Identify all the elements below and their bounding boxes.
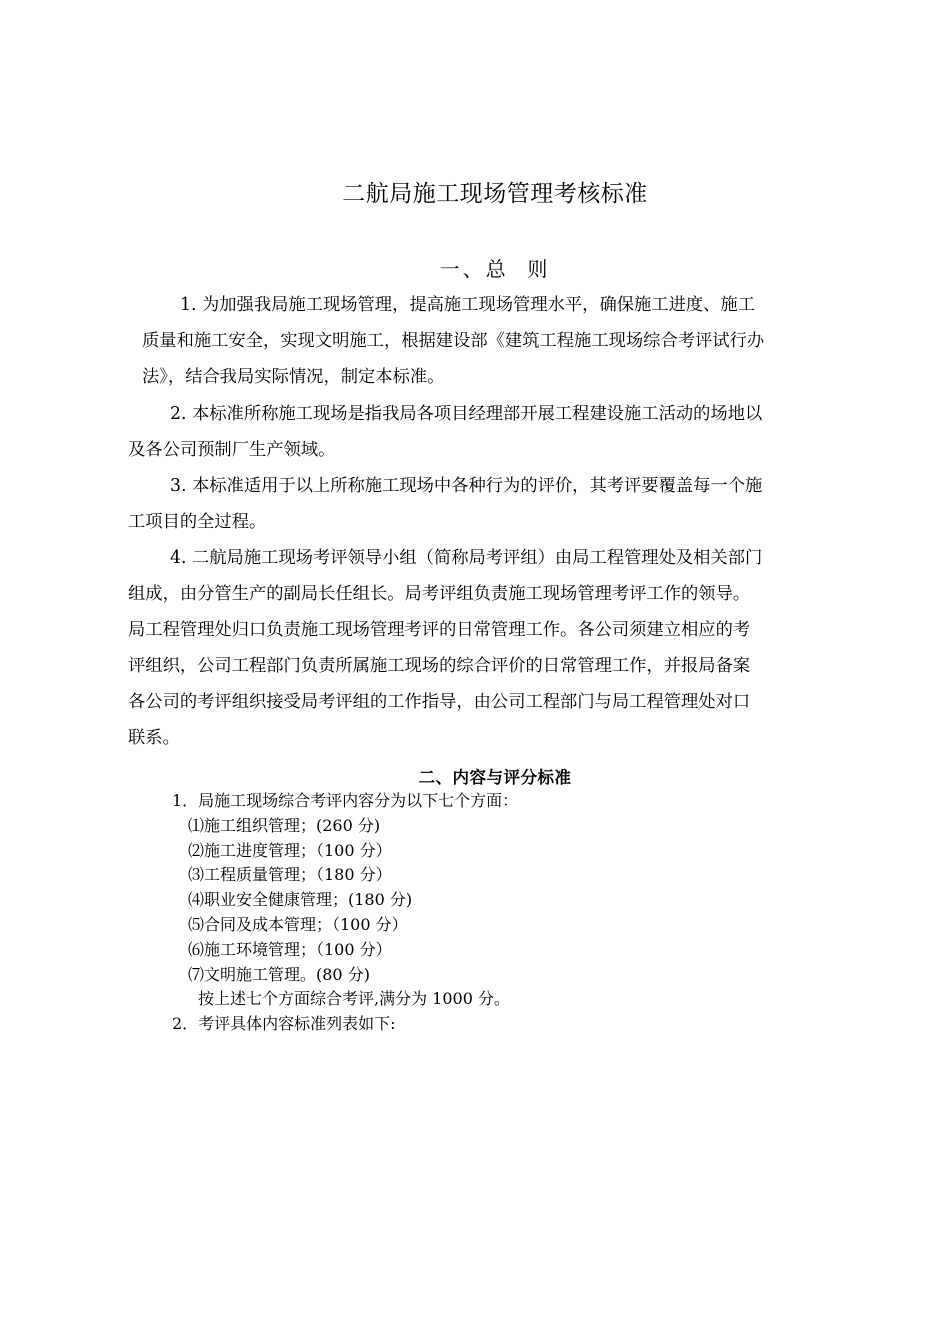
paragraph-line: 联系。 — [128, 728, 180, 748]
sub-item: ⑹施工环境管理；（100 分） — [188, 939, 392, 959]
sub-item: ⑷职业安全健康管理；(180 分) — [188, 890, 413, 910]
paragraph-line: 工项目的全过程。 — [128, 512, 267, 532]
scoring-list — [172, 789, 518, 1037]
paragraph-line: 质量和施工安全，实现文明施工，根据建设部《建筑工程施工现场综合考评试行办 — [142, 331, 765, 351]
paragraph-line: 评组织，公司工程部门负责所属施工现场的综合评价的日常管理工作，并报局备案 — [128, 656, 751, 676]
paragraph-1 — [128, 287, 833, 395]
paragraph-line: 法》，结合我局实际情况，制定本标准。 — [142, 367, 445, 387]
paragraph-line: 组成，由分管生产的副局长任组长。局考评组负责施工现场管理考评工作的领导。 — [128, 584, 751, 604]
sub-item: ⑺文明施工管理。(80 分) — [188, 964, 370, 984]
list-item-1: 1．局施工现场综合考评内容分为以下七个方面： — [172, 791, 519, 810]
sub-item: ⑵施工进度管理；（100 分） — [188, 840, 392, 860]
sub-item: ⑴施工组织管理；(260 分) — [188, 815, 381, 835]
list-item-2: 2．考评具体内容标准列表如下: — [172, 1014, 396, 1034]
paragraph-line: 局工程管理处归口负责施工现场管理考评的日常管理工作。各公司须建立相应的考 — [128, 620, 751, 640]
paragraph-line: 3. 本标准适用于以上所称施工现场中各种行为的评价，其考评要覆盖每一个施 — [170, 476, 763, 496]
paragraph-line: 2. 本标准所称施工现场是指我局各项目经理部开展工程建设施工活动的场地以 — [170, 404, 763, 424]
paragraph-line: 各公司的考评组织接受局考评组的工作指导，由公司工程部门与局工程管理处对口 — [128, 692, 751, 712]
section-heading-general: 一、总 则 — [439, 257, 551, 281]
paragraph-2 — [128, 396, 833, 468]
sub-item: ⑸合同及成本管理；（100 分） — [188, 914, 408, 934]
total-score-summary: 按上述七个方面综合考评,满分为 1000 分。 — [198, 989, 510, 1009]
section-heading-content-scoring: 二、内容与评分标准 — [418, 768, 572, 787]
paragraph-line: 1. 为加强我局施工现场管理，提高施工现场管理水平，确保施工进度、施工 — [180, 295, 755, 315]
paragraph-4 — [128, 540, 833, 756]
paragraph-line: 及各公司预制厂生产领域。 — [128, 440, 336, 460]
paragraph-3 — [128, 468, 833, 540]
paragraph-line: 4. 二航局施工现场考评领导小组（简称局考评组）由局工程管理处及相关部门 — [170, 548, 763, 568]
document-title: 二航局施工现场管理考核标准 — [342, 181, 648, 207]
sub-item: ⑶工程质量管理；（180 分） — [188, 865, 392, 885]
